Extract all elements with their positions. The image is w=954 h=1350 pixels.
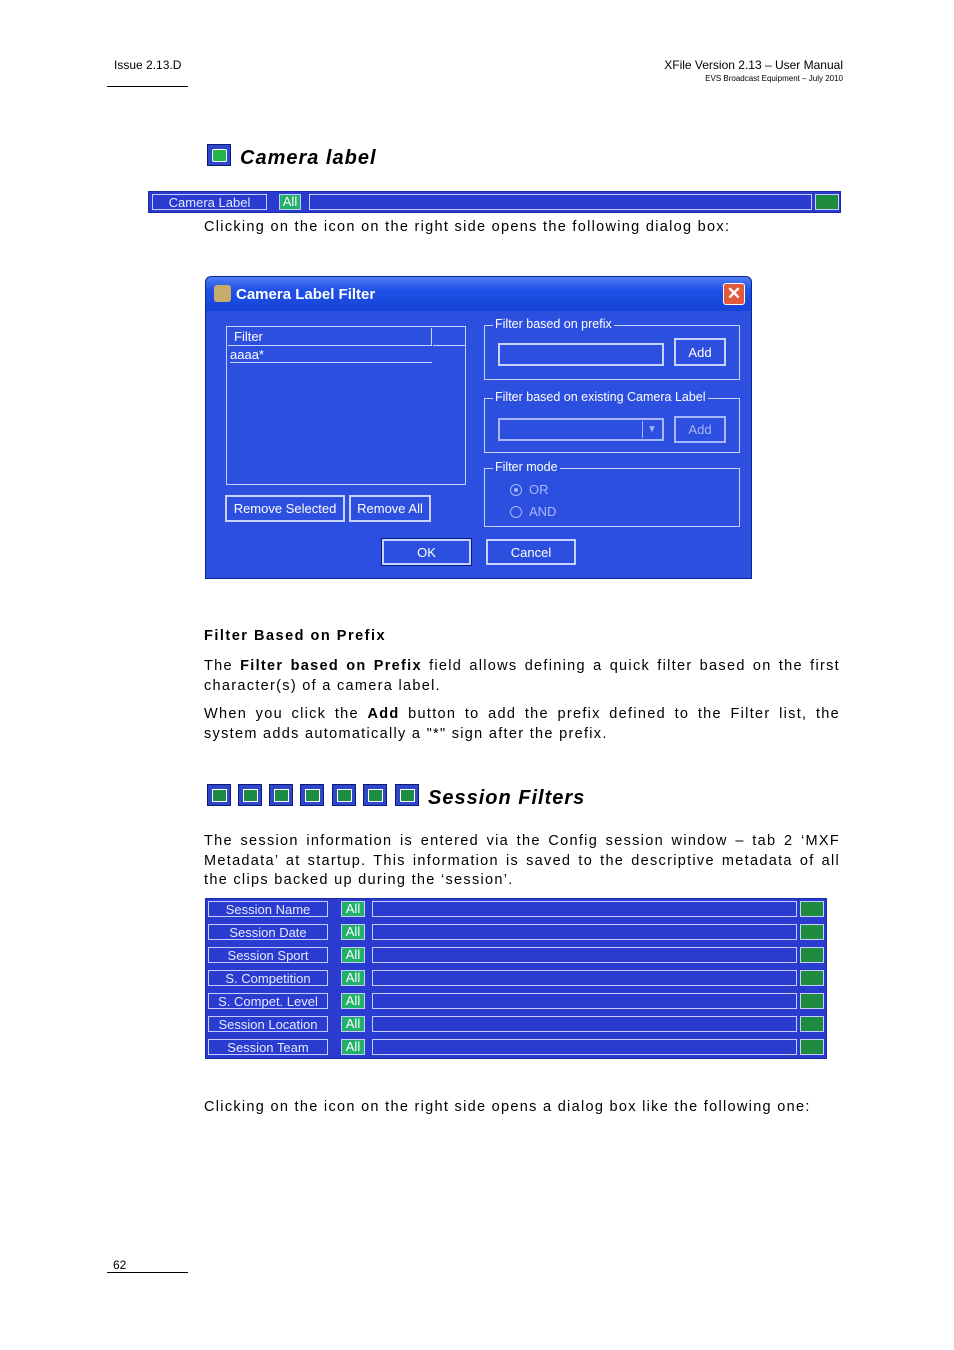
session-row-location <box>206 1014 826 1036</box>
prefix-filter-group-label: Filter based on prefix <box>495 317 612 331</box>
session-row-sport <box>206 945 826 967</box>
dialog-app-icon <box>214 285 231 302</box>
session-sport-label: Session Sport <box>208 947 328 963</box>
camera-label-filter-dialog <box>205 276 752 579</box>
page-number: 62 <box>113 1258 127 1272</box>
camera-label-filter-icon <box>207 144 231 166</box>
camera-label-all-badge[interactable]: All <box>279 194 301 210</box>
prefix-input[interactable] <box>498 343 664 366</box>
session-date-all-badge[interactable]: All <box>341 924 365 940</box>
session-sport-icon[interactable] <box>800 947 824 963</box>
session-name-field[interactable] <box>372 901 797 917</box>
camera-label-filter-icon[interactable] <box>815 194 839 210</box>
session-compet-level-icon[interactable] <box>800 993 824 1009</box>
session-team-icon <box>395 784 419 806</box>
issue-label: Issue 2.13.D <box>114 58 182 72</box>
camera-label-field-label: Camera Label <box>152 194 267 210</box>
session-location-all-badge[interactable]: All <box>341 1016 365 1032</box>
session-location-icon[interactable] <box>800 1016 824 1032</box>
camera-label-filter-bar <box>148 191 841 213</box>
filter-mode-group <box>484 460 740 527</box>
mode-and-radio[interactable] <box>510 506 522 518</box>
session-team-label: Session Team <box>208 1039 328 1055</box>
session-team-all-badge[interactable]: All <box>341 1039 365 1055</box>
mode-or-label: OR <box>529 482 549 497</box>
session-location-icon <box>363 784 387 806</box>
session-compet-level-all-badge[interactable]: All <box>341 993 365 1009</box>
footer-rule <box>107 1272 188 1273</box>
session-date-label: Session Date <box>208 924 328 940</box>
session-paragraph: The session information is entered via the Config session window – tab 2 ‘MXF Metadata’ at startup. This information is saved to the descriptive metadata of all the clips backed up during the ‘session’. <box>204 833 840 888</box>
header-rule <box>107 86 188 87</box>
session-date-icon <box>238 784 262 806</box>
prefix-add-button[interactable]: Add <box>674 338 726 366</box>
filter-mode-group-label: Filter mode <box>495 460 558 474</box>
session-filter-panel <box>205 898 827 1059</box>
session-competition-icon <box>300 784 324 806</box>
dialog-title-bar[interactable] <box>206 277 751 311</box>
remove-selected-button[interactable]: Remove Selected <box>225 495 345 522</box>
cancel-button[interactable]: Cancel <box>486 539 576 565</box>
session-date-icon[interactable] <box>800 924 824 940</box>
session-row-name <box>206 899 826 921</box>
session-competition-icon[interactable] <box>800 970 824 986</box>
session-date-field[interactable] <box>372 924 797 940</box>
session-row-team <box>206 1037 826 1058</box>
filter-list-header-spacer <box>433 328 465 346</box>
dialog-title: Camera Label Filter <box>236 286 376 303</box>
session-sport-field[interactable] <box>372 947 797 963</box>
session-name-icon[interactable] <box>800 901 824 917</box>
dialog-body <box>209 311 748 575</box>
prefix-p1-text: The <box>204 658 241 674</box>
manual-title: XFile Version 2.13 – User Manual <box>664 58 843 72</box>
session-sport-all-badge[interactable]: All <box>341 947 365 963</box>
remove-all-button[interactable]: Remove All <box>349 495 431 522</box>
filter-list-header[interactable]: Filter <box>228 328 432 346</box>
prefix-paragraph-2 <box>204 705 840 744</box>
session-name-icon <box>207 784 231 806</box>
session-competition-label: S. Competition <box>208 970 328 986</box>
filter-list[interactable] <box>226 326 466 485</box>
existing-label-dropdown[interactable] <box>498 418 664 441</box>
ok-button[interactable]: OK <box>382 539 471 565</box>
session-compet-level-label: S. Compet. Level <box>208 993 328 1009</box>
session-name-label: Session Name <box>208 901 328 917</box>
session-compet-level-icon <box>332 784 356 806</box>
session-competition-field[interactable] <box>372 970 797 986</box>
existing-label-group <box>484 390 740 453</box>
prefix-p2-text: When you click the <box>204 706 368 722</box>
session-row-competition <box>206 968 826 990</box>
list-item[interactable]: aaaa* <box>230 347 432 363</box>
existing-label-group-label: Filter based on existing Camera Label <box>495 390 706 404</box>
prefix-p1-bold: Filter based on Prefix <box>240 658 422 674</box>
session-team-icon[interactable] <box>800 1039 824 1055</box>
prefix-p2-text-end: button to add the prefix defined to the Filter list, the system adds automatically a "*" sign after the prefix. <box>204 706 841 742</box>
session-competition-all-badge[interactable]: All <box>341 970 365 986</box>
prefix-p1-text-end: field allows defining a quick filter based on the first character(s) of a camera label. <box>204 658 840 694</box>
close-icon[interactable]: ✕ <box>723 283 745 305</box>
mode-or-radio[interactable] <box>510 484 522 496</box>
session-team-field[interactable] <box>372 1039 797 1055</box>
camera-label-value-field[interactable] <box>309 194 812 210</box>
session-filters-heading: Session Filters <box>428 787 586 809</box>
session-sport-icon <box>269 784 293 806</box>
mode-and-label: AND <box>529 504 557 519</box>
camera-intro-text: Clicking on the icon on the right side opens the following dialog box: <box>204 219 731 235</box>
manual-subtitle: EVS Broadcast Equipment – July 2010 <box>705 74 843 83</box>
prefix-filter-group <box>484 317 740 380</box>
camera-label-heading: Camera label <box>240 147 377 169</box>
chevron-down-icon[interactable]: ▼ <box>642 421 661 438</box>
session-row-compet-level <box>206 991 826 1013</box>
prefix-p2-bold: Add <box>367 706 400 722</box>
session-row-date <box>206 922 826 944</box>
session-location-label: Session Location <box>208 1016 328 1032</box>
prefix-paragraph-1 <box>204 657 840 696</box>
session-location-field[interactable] <box>372 1016 797 1032</box>
session-outro-text: Clicking on the icon on the right side opens a dialog box like the following one: <box>204 1099 811 1115</box>
prefix-heading: Filter Based on Prefix <box>204 628 387 644</box>
existing-add-button[interactable]: Add <box>674 416 726 443</box>
session-compet-level-field[interactable] <box>372 993 797 1009</box>
session-name-all-badge[interactable]: All <box>341 901 365 917</box>
